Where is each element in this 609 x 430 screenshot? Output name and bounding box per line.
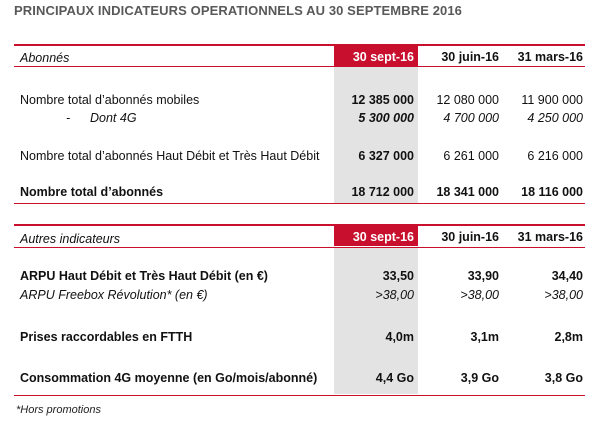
- row-value-col3: 34,40: [551, 269, 583, 283]
- row-value-col2: 33,90: [467, 269, 499, 283]
- row-value-col3: 3,8 Go: [544, 371, 583, 385]
- section1-bottom-rule: [14, 203, 585, 204]
- section2-top-rule: [14, 224, 585, 226]
- col1-header: 30 sept-16: [352, 230, 414, 244]
- footnote: *Hors promotions: [16, 404, 101, 416]
- row-label: Prises raccordables en FTTH: [20, 330, 193, 344]
- row-value-col1: 5 300 000: [358, 111, 414, 125]
- row-value-col3: 2,8m: [554, 330, 583, 344]
- row-value-col2: 4 700 000: [443, 111, 499, 125]
- row-value-col2: 18 341 000: [436, 185, 499, 199]
- row-value-col2: 3,9 Go: [460, 371, 499, 385]
- row-value-col1: 33,50: [382, 269, 414, 283]
- row-label: Nombre total d’abonnés: [20, 185, 164, 199]
- row-value-col1: 12 385 000: [351, 93, 414, 107]
- row-value-col2: 6 261 000: [443, 149, 499, 163]
- row-label: ARPU Freebox Révolution* (en €): [20, 288, 208, 302]
- col1-header: 30 sept-16: [352, 50, 414, 64]
- section2-bottom-rule: [14, 395, 585, 396]
- row-label: Consommation 4G moyenne (en Go/mois/abonné): [20, 371, 318, 385]
- row-value-col1: 6 327 000: [358, 149, 414, 163]
- row-value-col3: 11 900 000: [521, 93, 583, 107]
- row-value-col1: 4,4 Go: [375, 371, 414, 385]
- row-value-col1: >38,00: [375, 288, 414, 302]
- col2-header: 30 juin-16: [441, 230, 499, 244]
- row-label: Nombre total d’abonnés mobiles: [20, 93, 200, 107]
- row-value-col1: 18 712 000: [351, 185, 414, 199]
- section1-header: Abonnés: [20, 51, 70, 65]
- row-value-col3: >38,00: [544, 288, 583, 302]
- row-label: Nombre total d’abonnés Haut Débit et Très Haut Débit: [20, 149, 320, 163]
- col3-header: 31 mars-16: [517, 230, 583, 244]
- page-title: PRINCIPAUX INDICATEURS OPERATIONNELS AU 30 SEPTEMBRE 2016: [14, 3, 463, 18]
- row-bullet: -: [66, 111, 71, 125]
- current-period-column-bg: [334, 67, 418, 203]
- row-value-col3: 18 116 000: [521, 185, 583, 199]
- section1-header-rule: [14, 66, 585, 67]
- row-label: Dont 4G: [90, 111, 137, 125]
- row-value-col3: 4 250 000: [527, 111, 583, 125]
- row-value-col2: 12 080 000: [436, 93, 499, 107]
- section2-header: Autres indicateurs: [20, 232, 121, 246]
- section2-header-rule: [14, 247, 585, 248]
- row-value-col2: >38,00: [460, 288, 499, 302]
- row-value-col1: 4,0m: [385, 330, 414, 344]
- row-label: ARPU Haut Débit et Très Haut Débit (en €): [20, 269, 268, 283]
- col2-header: 30 juin-16: [441, 50, 499, 64]
- section1-top-rule: [14, 44, 585, 46]
- col3-header: 31 mars-16: [517, 50, 583, 64]
- row-value-col3: 6 216 000: [527, 149, 583, 163]
- row-value-col2: 3,1m: [470, 330, 499, 344]
